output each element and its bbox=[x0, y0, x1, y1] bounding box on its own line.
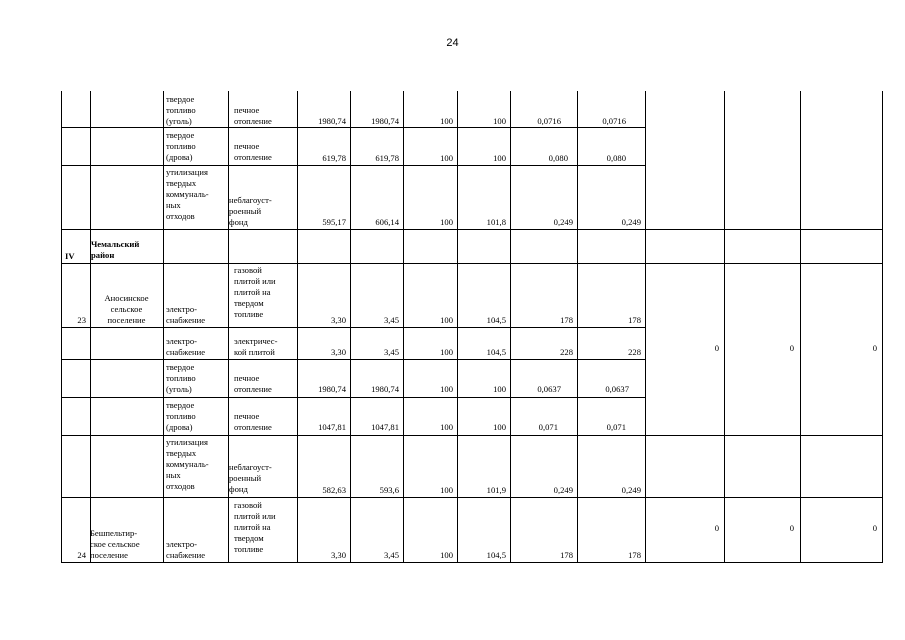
grid-line bbox=[800, 91, 801, 563]
value-cell: 0,249 bbox=[621, 217, 641, 227]
grid-line bbox=[882, 91, 883, 563]
value-cell: 178 bbox=[560, 315, 573, 325]
value-cell: 0,0716 bbox=[537, 116, 561, 126]
grid-line bbox=[645, 91, 646, 563]
grid-line bbox=[61, 497, 882, 498]
page-number: 24 bbox=[446, 37, 459, 49]
value-cell: 0,0637 bbox=[605, 384, 629, 394]
value-cell: 100 bbox=[440, 153, 453, 163]
grid-line bbox=[61, 263, 882, 264]
value-cell: 1047,81 bbox=[371, 422, 399, 432]
service-cell: твердое топливо (дрова) bbox=[166, 130, 196, 162]
method-cell: газовой плитой или плитой на твердом топливе bbox=[234, 265, 276, 319]
value-cell: 1980,74 bbox=[318, 384, 346, 394]
value-cell: 101,8 bbox=[486, 217, 506, 227]
value-cell: 0,249 bbox=[553, 485, 573, 495]
value-cell: 228 bbox=[628, 347, 641, 357]
service-cell: твердое топливо (дрова) bbox=[166, 400, 196, 432]
grid-line bbox=[61, 165, 645, 166]
right-value: 0 bbox=[872, 523, 877, 533]
value-cell: 178 bbox=[628, 550, 641, 560]
right-value: 0 bbox=[714, 523, 719, 533]
value-cell: 3,30 bbox=[330, 315, 346, 325]
service-cell: твердое топливо (уголь) bbox=[166, 362, 196, 394]
value-cell: 100 bbox=[440, 116, 453, 126]
grid-line bbox=[61, 127, 645, 128]
value-cell: 100 bbox=[440, 384, 453, 394]
value-cell: 100 bbox=[493, 153, 506, 163]
value-cell: 100 bbox=[440, 347, 453, 357]
right-value: 0 bbox=[872, 343, 877, 353]
value-cell: 3,30 bbox=[330, 347, 346, 357]
value-cell: 3,45 bbox=[383, 550, 399, 560]
value-cell: 178 bbox=[560, 550, 573, 560]
method-cell: электричес- кой плитой bbox=[234, 336, 278, 357]
value-cell: 178 bbox=[628, 315, 641, 325]
value-cell: 3,45 bbox=[383, 315, 399, 325]
grid-line bbox=[61, 229, 882, 230]
method-cell: печное отопление bbox=[234, 373, 272, 394]
grid-line bbox=[61, 562, 882, 563]
value-cell: 0,0716 bbox=[602, 116, 626, 126]
value-cell: 0,080 bbox=[606, 153, 626, 163]
value-cell: 595,17 bbox=[322, 217, 346, 227]
settlement-name: Бешпельтир- ское сельское поселение bbox=[90, 528, 140, 560]
value-cell: 0,071 bbox=[538, 422, 558, 432]
grid-line bbox=[61, 397, 645, 398]
service-cell: утилизация твердых коммуналь- ных отходов bbox=[166, 167, 209, 221]
value-cell: 0,071 bbox=[606, 422, 626, 432]
value-cell: 606,14 bbox=[375, 217, 399, 227]
value-cell: 1980,74 bbox=[318, 116, 346, 126]
service-cell: электро- снабжение bbox=[166, 539, 206, 560]
value-cell: 100 bbox=[493, 384, 506, 394]
value-cell: 593,6 bbox=[379, 485, 399, 495]
value-cell: 100 bbox=[440, 422, 453, 432]
value-cell: 104,5 bbox=[486, 347, 506, 357]
value-cell: 0,249 bbox=[621, 485, 641, 495]
settlement-name: Аносинское сельское поселение bbox=[104, 293, 149, 325]
method-cell: печное отопление bbox=[234, 105, 272, 126]
value-cell: 100 bbox=[440, 315, 453, 325]
section-number: IV bbox=[65, 251, 75, 261]
value-cell: 104,5 bbox=[486, 315, 506, 325]
service-cell: электро- снабжение bbox=[166, 336, 206, 357]
value-cell: 100 bbox=[440, 485, 453, 495]
grid-line bbox=[61, 435, 882, 436]
value-cell: 1047,81 bbox=[318, 422, 346, 432]
right-value: 0 bbox=[789, 523, 794, 533]
value-cell: 0,0637 bbox=[537, 384, 561, 394]
grid-line bbox=[61, 327, 645, 328]
right-value: 0 bbox=[714, 343, 719, 353]
grid-line bbox=[61, 359, 645, 360]
value-cell: 1980,74 bbox=[371, 384, 399, 394]
method-cell: неблагоуст- роенный фонд bbox=[229, 462, 272, 494]
row-number: 24 bbox=[77, 550, 86, 560]
service-cell: утилизация твердых коммуналь- ных отходов bbox=[166, 437, 209, 491]
row-number: 23 bbox=[77, 315, 86, 325]
method-cell: печное отопление bbox=[234, 141, 272, 162]
value-cell: 100 bbox=[440, 550, 453, 560]
value-cell: 100 bbox=[493, 422, 506, 432]
value-cell: 0,249 bbox=[553, 217, 573, 227]
value-cell: 0,080 bbox=[548, 153, 568, 163]
value-cell: 228 bbox=[560, 347, 573, 357]
value-cell: 100 bbox=[440, 217, 453, 227]
district-name: Чемальский район bbox=[91, 239, 140, 260]
method-cell: газовой плитой или плитой на твердом топливе bbox=[234, 500, 276, 554]
right-value: 0 bbox=[789, 343, 794, 353]
value-cell: 1980,74 bbox=[371, 116, 399, 126]
value-cell: 619,78 bbox=[322, 153, 346, 163]
value-cell: 100 bbox=[493, 116, 506, 126]
method-cell: неблагоуст- роенный фонд bbox=[229, 195, 272, 227]
method-cell: печное отопление bbox=[234, 411, 272, 432]
value-cell: 3,30 bbox=[330, 550, 346, 560]
value-cell: 104,5 bbox=[486, 550, 506, 560]
value-cell: 101,9 bbox=[486, 485, 506, 495]
grid-line bbox=[724, 91, 725, 563]
service-cell: электро- снабжение bbox=[166, 304, 206, 325]
value-cell: 582,63 bbox=[322, 485, 346, 495]
value-cell: 3,45 bbox=[383, 347, 399, 357]
value-cell: 619,78 bbox=[375, 153, 399, 163]
service-cell: твердое топливо (уголь) bbox=[166, 94, 196, 126]
